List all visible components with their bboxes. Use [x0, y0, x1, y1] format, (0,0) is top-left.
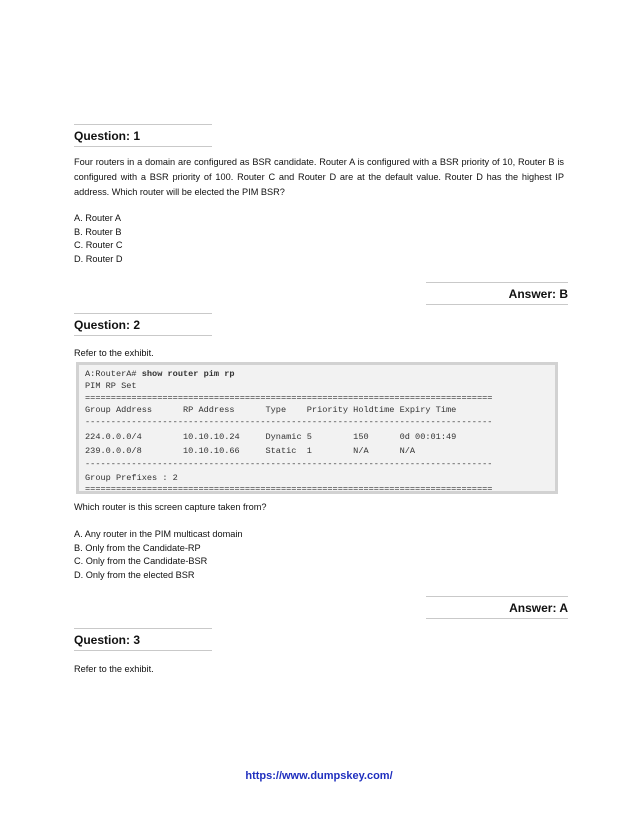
question-1-option-d: D. Router D [74, 253, 123, 264]
question-3-intro: Refer to the exhibit. [74, 664, 154, 674]
question-1-option-a: A. Router A [74, 213, 121, 223]
exhibit-line: 224.0.0.0/4 10.10.10.24 Dynamic 5 150 0d 00:01:49 [85, 432, 457, 442]
question-2-answer [426, 596, 568, 619]
exhibit-line: Group Address RP Address Type Priority Holdtime Expiry Time [85, 405, 457, 415]
question-2-option-a: A. Any router in the PIM multicast domain [74, 529, 243, 539]
question-1-options [74, 212, 123, 266]
question-2-option-b: B. Only from the Candidate-RP [74, 542, 201, 553]
question-2-options [74, 528, 243, 582]
exhibit-line: PIM RP Set [85, 381, 137, 391]
exhibit-line: ------------------------------------------------------------------------------- [85, 417, 493, 427]
exhibit-line: Group Prefixes : 2 [85, 473, 178, 483]
exhibit-command: show router pim rp [141, 369, 235, 379]
exhibit-line: =============================================================================== [85, 393, 493, 403]
exhibit-prompt: A:RouterA# [85, 369, 142, 379]
question-3-title: Question: 3 [74, 633, 141, 647]
exhibit-line: ------------------------------------------------------------------------------- [85, 459, 493, 469]
question-2-option-c: C. Only from the Candidate-BSR [74, 556, 208, 567]
question-1-option-b: B. Router B [74, 226, 122, 237]
question-2-text: Which router is this screen capture taken from? [74, 502, 267, 512]
exhibit-command-line [85, 369, 235, 379]
exhibit-line: =============================================================================== [85, 484, 493, 494]
exhibit-line: 239.0.0.0/8 10.10.10.66 Static 1 N/A N/A [85, 446, 416, 456]
question-3-heading [74, 628, 212, 651]
question-2-option-d: D. Only from the elected BSR [74, 569, 195, 580]
footer-link[interactable]: https://www.dumpskey.com/ [245, 770, 393, 782]
question-1-title: Question: 1 [74, 129, 141, 143]
question-2-title: Question: 2 [74, 318, 141, 332]
question-2-heading [74, 313, 212, 336]
question-1-text: Four routers in a domain are configured as BSR candidate. Router A is configured with a BSR priority of 10, Router B is configured with a BSR priority of 100. Router C and Router D are at the default value. Router D has the highest IP address. Which router will be elected the PIM BSR? [74, 157, 564, 197]
question-2-intro: Refer to the exhibit. [74, 348, 154, 358]
question-1-heading [74, 124, 212, 147]
question-1-answer-label: Answer: B [508, 287, 568, 301]
exhibit-screen-capture [76, 362, 558, 494]
question-1-answer [426, 282, 568, 305]
question-2-answer-label: Answer: A [509, 601, 568, 615]
question-1-option-c: C. Router C [74, 240, 123, 251]
